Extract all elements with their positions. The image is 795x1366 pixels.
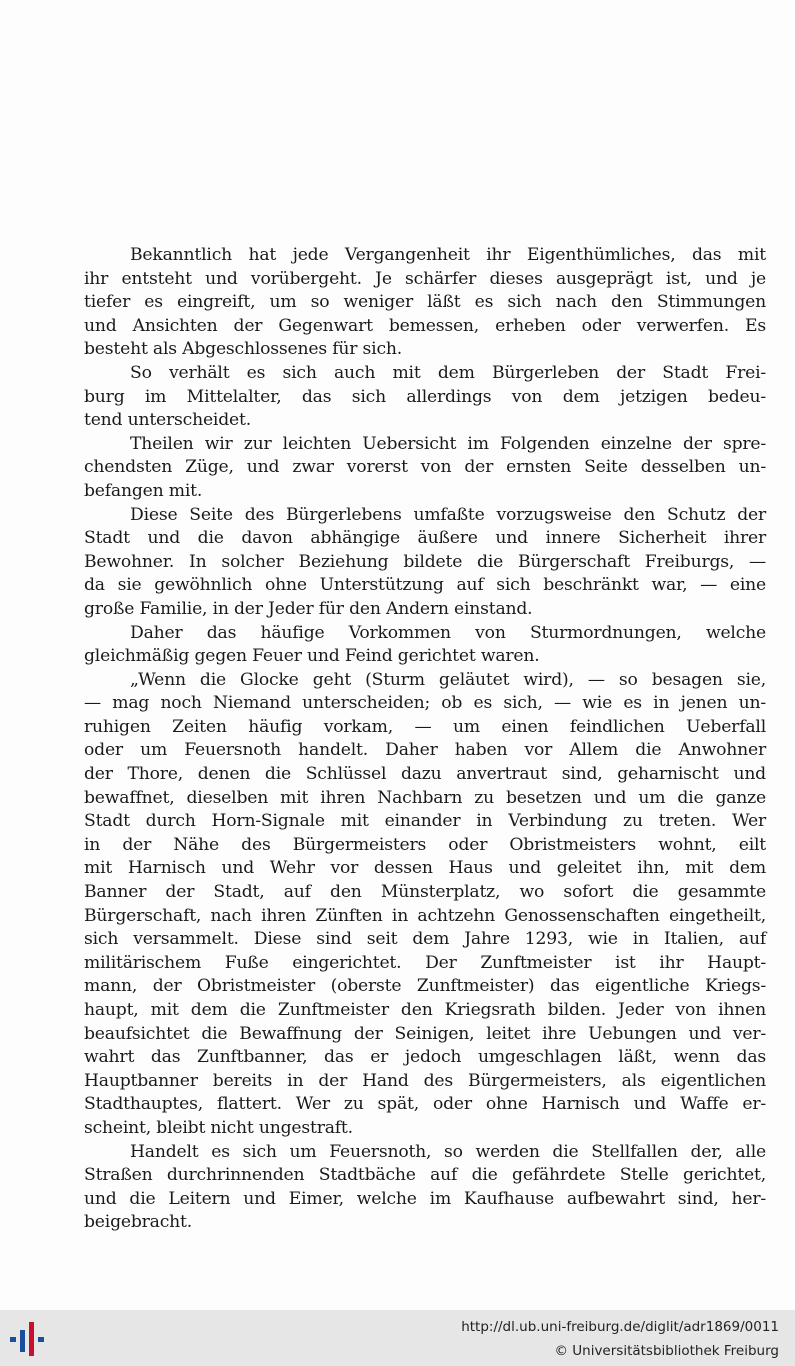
text-line: mann, der Obristmeister (oberste Zunftmeister) das eigentliche Kriegs-: [84, 976, 766, 997]
footer-bar: [0, 1310, 795, 1366]
text-line: So verhält es sich auch mit dem Bürgerleben der Stadt Frei-: [130, 362, 766, 383]
text-line: militärischem Fuße eingerichtet. Der Zunftmeister ist ihr Haupt-: [84, 952, 766, 973]
text-line: „Wenn die Glocke geht (Sturm geläutet wird), — so besagen sie,: [130, 669, 766, 690]
text-line: Diese Seite des Bürgerlebens umfaßte vorzugsweise den Schutz der: [130, 504, 766, 525]
text-line: Bewohner. In solcher Beziehung bildete die Bürgerschaft Freiburgs, —: [84, 551, 766, 572]
text-line: der Thore, denen die Schlüssel dazu anvertraut sind, geharnischt und: [84, 764, 766, 785]
text-line: bewaffnet, dieselben mit ihren Nachbarn zu besetzen und um die ganze: [84, 787, 766, 808]
text-line: Banner der Stadt, auf den Münsterplatz, wo sofort die gesammte: [84, 882, 766, 903]
paragraph: [84, 622, 766, 669]
text-line: da sie gewöhnlich ohne Unterstützung auf sich beschränkt war, — eine: [84, 575, 766, 596]
text-line: große Familie, in der Jeder für den Andern einstand.: [84, 598, 533, 619]
text-line: chendsten Züge, und zwar vorerst von der ernsten Seite desselben un-: [84, 457, 766, 478]
paragraph: [84, 433, 766, 504]
text-line: scheint, bleibt nicht ungestraft.: [84, 1117, 353, 1138]
copyright-notice: © Universitätsbibliothek Freiburg: [554, 1343, 779, 1359]
text-line: beaufsichtet die Bewaffnung der Seinigen, leitet ihre Uebungen und ver-: [84, 1023, 766, 1044]
text-line: — mag noch Niemand unterscheiden; ob es sich, — wie es in jenen un-: [84, 693, 766, 714]
text-line: Stadt und die davon abhängige äußere und innere Sicherheit ihrer: [84, 528, 766, 549]
library-logo-icon[interactable]: [8, 1318, 52, 1360]
text-line: Bürgerschaft, nach ihren Zünften in achtzehn Genossenschaften eingetheilt,: [84, 905, 766, 926]
text-line: gleichmäßig gegen Feuer und Feind gerichtet waren.: [84, 646, 540, 667]
text-line: und die Leitern und Eimer, welche im Kaufhause aufbewahrt sind, her-: [84, 1188, 766, 1209]
paragraph: [84, 669, 766, 1141]
text-line: Stadt durch Horn-Signale mit einander in Verbindung zu treten. Wer: [84, 811, 766, 832]
text-line: Theilen wir zur leichten Uebersicht im Folgenden einzelne der spre-: [130, 433, 766, 454]
paragraph: [84, 1141, 766, 1235]
paragraph: [84, 362, 766, 433]
text-line: Daher das häufige Vorkommen von Sturmordnungen, welche: [130, 622, 766, 643]
text-line: wahrt das Zunftbanner, das er jedoch umgeschlagen läßt, wenn das: [84, 1047, 766, 1068]
text-line: Hauptbanner bereits in der Hand des Bürgermeisters, als eigentlichen: [84, 1070, 766, 1091]
text-line: haupt, mit dem die Zunftmeister den Kriegsrath bilden. Jeder von ihnen: [84, 1000, 766, 1020]
text-line: Stadthauptes, flattert. Wer zu spät, oder ohne Harnisch und Waffe er-: [84, 1094, 766, 1115]
text-line: beigebracht.: [84, 1212, 192, 1233]
text-line: Bekanntlich hat jede Vergangenheit ihr Eigenthümliches, das mit: [130, 245, 766, 265]
text-line: tiefer es eingreift, um so weniger läßt es sich nach den Stimmungen: [84, 292, 766, 313]
paragraph: [84, 504, 766, 622]
text-line: befangen mit.: [84, 480, 203, 501]
text-line: sich versammelt. Diese sind seit dem Jahre 1293, wie in Italien, auf: [84, 929, 766, 950]
text-line: in der Nähe des Bürgermeisters oder Obristmeisters wohnt, eilt: [84, 834, 766, 855]
text-line: Handelt es sich um Feuersnoth, so werden die Stellfallen der, alle: [130, 1141, 766, 1162]
text-line: tend unterscheidet.: [84, 410, 251, 431]
text-line: ihr entsteht und vorübergeht. Je schärfer dieses ausgeprägt ist, und je: [84, 268, 766, 289]
text-line: burg im Mittelalter, das sich allerdings von dem jetzigen bedeu-: [84, 386, 766, 407]
text-line: Straßen durchrinnenden Stadtbäche auf die gefährdete Stelle gerichtet,: [84, 1165, 766, 1186]
text-line: mit Harnisch und Wehr vor dessen Haus und geleitet ihn, mit dem: [84, 858, 766, 879]
paragraph: [84, 244, 766, 362]
text-line: ruhigen Zeiten häufig vorkam, — um einen feindlichen Ueberfall: [84, 716, 766, 737]
source-url-link[interactable]: http://dl.ub.uni-freiburg.de/diglit/adr1869/0011: [461, 1319, 779, 1335]
text-line: besteht als Abgeschlossenes für sich.: [84, 339, 403, 360]
text-line: oder um Feuersnoth handelt. Daher haben vor Allem die Anwohner: [84, 740, 766, 761]
page-text: [84, 244, 766, 1235]
text-line: und Ansichten der Gegenwart bemessen, erheben oder verwerfen. Es: [84, 315, 766, 336]
